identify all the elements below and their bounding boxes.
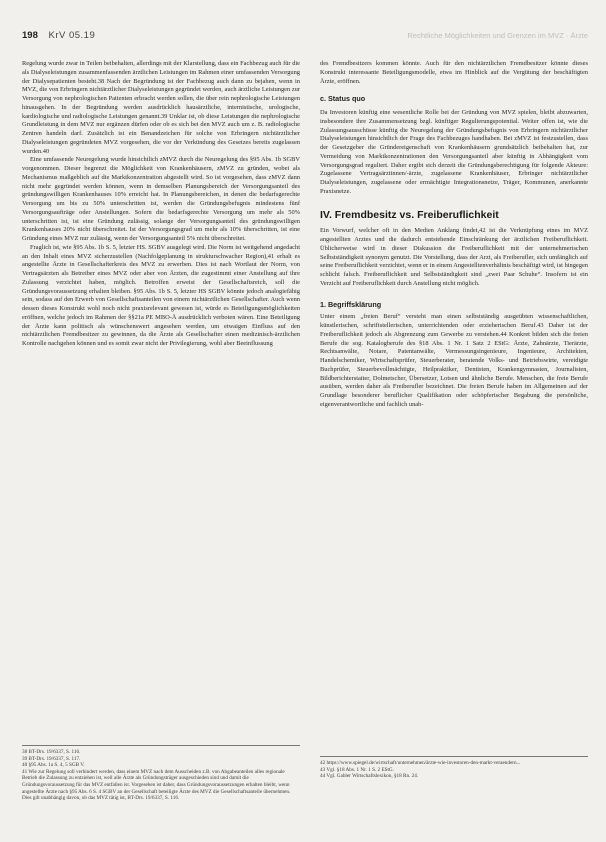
body-paragraph: des Fremdbesitzers kommen könnte. Auch für den nichtärztlichen Fremdbesitzer könnte dieses Konstrukt interessante Beteiligungsmodelle, etwa im Hinblick auf die Vergütung der beschäftigten Ärzte, eröffnen. — [320, 60, 588, 85]
footnote: 40 §95 Abs. 1a S. 4, 5 SGB V. — [22, 762, 85, 769]
page-number: 198 — [22, 30, 38, 41]
section-heading: IV. Fremdbesitz vs. Freiberuflichkeit — [320, 208, 499, 221]
body-paragraph: Regelung wurde zwar in Teilen beibehalten, allerdings mit der Klarstellung, dass ein Fachbezug auch für die als Dialyseleistungen zusammenfassenden ärztlichen Leistungen im Rahmen einer umfassenden Versorgung der Dialysepatienten besteht.38 Nach der Begründung ist der Fachbezug auch dann zu bejahen, wenn in MVZ, die von Erbringern nichtärztlicher Dialyseleistungen gegründet werden, auch ärztliche Leistungen zur Versorgung von nephrologischen Patienten erbracht werden sollen, die über rein nephrologische Leistungen hinausgehen. In der Begründung werden ausdrücklich hausärztliche, internistische, urologische, kardiologische und radiologische Leistungen genannt.39 Unklar ist, ob diese Leistungen die nephrologische Grundleistung in dem MVZ nur ergänzen dürfen oder ob es sich bei den MVZ auch um z. B. radiologische Zentren handeln darf. Zusätzlich ist ein Benandzeichen für solche von Erbringern nichtärztlicher Dialyseleistungen gegründeten MVZ vorgesehen, die vor der Verkündung des Gesetzes bereits zugelassen wurden.40 — [22, 60, 300, 155]
journal-title: KrV 05.19 — [48, 30, 96, 41]
body-paragraph: Fraglich ist, wie §95 Abs. 1b S. 5, letzter HS. SGBV ausgelegt wird. Die Norm ist weitgehend angedacht an den Inhalt eines MVZ sicherzustellen (Nachfolgeplanung in strukturschwacher Region),41 erhalt es angestellte Ärzte in Gesellschafterkreis des MVZ zu erwerben. Dies ist nach Wortlaut der Norm, von Vertragsärzten als Betreiber eines MVZ oder aber von Ärzten, die zugestimmt einer Anstellung auf ihre Zulassung verzichtet haben, möglich. Betroffen erweist der Gesellschaftsreich, soll die Gründungsvoraussetzung erhalten bleiben. §95 Abs. 1b S. 5, letzter HS SGBV könnte jedoch analogiefähig sein, sodass auf den Erwerb von Gesellschaftsanteilen von einem nichtärztlichen Gesellschafter. Auch wenn dessen dieses Konstrukt wohl noch nicht praxisrelevant gewesen ist, würde es Beteiligungsmöglichkeiten eröffnen, welche jedoch im Rahmen der §§21a PE MBO-Ä ausdrücklich verboten wären. Eine Beteiligung der Ärzte kann politisch als wünschenswert angesehen werden, um etwaigen Einfluss auf den nichtärztlichen Fremdbesitzer zu gewinnen, da die Ärzte als Gesellschafter einen medizinisch-ärztlichen Kontrolle nachgehen können und es somit zwar nicht der Privilegierung, wohl aber Beeinflussung — [22, 243, 300, 347]
footnotes-right — [320, 756, 588, 780]
body-paragraph: Unter einem „freien Beruf“ versteht man einen selbstständig ausgeübten wissenschaftlichen, künstlerischen, schriftstellerischen, unterrichtenden oder erzieherischen Beruf.43 Daher ist der Freiberuflichkeit jedoch als Abgrenzung zum Gewerbe zu verstehen.44 Konkret bilden sich die freien Berufe die sog. Katalogberufe des §18 Abs. 1 Nr. 1 Satz 2 EStG: Ärzte, Zahnärzte, Tierärzte, Rechtsanwälte, Notare, Patentanwälte, Vermessungsingenieure, Ingenieure, Architekten, Handelschemiker, Wirtschaftsprüfer, Steuerberater, beratende Volks- und Betriebswirte, vereidigte Buchprüfer, Steuerbevollmächtigte, Heilpraktiker, Dentisten, Krankengymnasten, Journalisten, Bildberichterstatter, Dolmetscher, Übersetzer, Lotsen und ähnliche Berufe. Menschen, die freie Berufe ausüben, werden daher als Freiberufler bezeichnet. Die freien Berufe haben im Allgemeinen auf der Grundlage besonderer beruflicher Qualifikation oder schöpferischer Begabung die persönliche, eigenverantwortliche und fachlich unab- — [320, 313, 588, 408]
footnote: 39 BT-Drs. 19/6337, S. 117. — [22, 755, 81, 762]
footnote: 42 https://www.spiegel.de/wirtschaft/unternehmen/ärzte-wie-investoren-den-markt-veraendern... — [320, 760, 521, 766]
right-column — [320, 60, 588, 410]
subsection-heading: 1. Begriffsklärung — [320, 299, 382, 309]
body-paragraph: Da Investoren künftig eine wesentliche Rolle bei der Gründung von MVZ spielen, bleibt abzuwarten, insbesondere ihre Zusammensetzung bzgl. künftiger Regulierungspotential. Weiter offen ist, wie die Zulassungsausschüsse künftig die Neuregelung der Gründungsbefugnis von Erbringern nichtärztlicher Dialyseleistungen hinsichtlich der Frage des Fachbezuges handhaben. Bei zMVZ ist festzustellen, dass der Gesetzgeber die Gründereigenschaft von Krankenhäusern grundsätzlich beibehalten hat, zur Vermeidung von Marktkonzentrationen den Versorgungsanteil aber künftig in Abhängigkeit vom Versorgungsgrad reguliert. Daher ergibt sich derzeit die Gründungsberechtigung für folgende Akteure: Zugelassene Vertragsärztinnen/-ärzte, zugelassene Krankenhäuser, Erbringer nichtärztlicher Dialyseleistungen, zugelassene oder ermächtigte Integrationsnetze, Träger, Kommunen, anerkannte Praxisnetze. — [320, 109, 588, 195]
footnote: 44 Vgl. Gabler Wirtschaftslexikon, §18 Rn. 24. — [320, 773, 419, 780]
body-paragraph: Eine umfassende Neuregelung wurde hinsichtlich zMVZ durch die Neuregelung des §95 Abs. 1b SGBV vorgenommen. Dieser begrenzt die Möglichkeit von Krankenhäusern, zMVZ zu gründen, wobei als Mechanismus maßgeblich auf die Marktkonzentration abgestellt wird. So ist vorgesehen, dass zMVZ dann nicht mehr gegründet werden können, wenn in demselben Planungsbereich der Versorgungsanteil des gründungswilligen Krankenhauses 10% erreicht hat. In Planungsbereichen, in denen die bedarfsgerechte Versorgung um bis zu 50% unterschritten ist, werden die Gründungsbefugnis mindestens fünf Versorgungsaufträge oder Anstellungen. Sofern die bedarfsgerechte Versorgung um mehr als 50% unterschritten ist, ist eine Gründung zulässig, solange der Versorgungsanteil des gründungswilligen Krankenhauses 20% nicht überschreitet. Ist der Versorgungsgrad um mehr als 10% überschritten, ist eine Gründung eines MVZ nur zulässig, wenn der Versorgungsanteil 5% nicht überschreitet. — [22, 156, 300, 242]
footnote: 38 BT-Drs. 19/6337, S. 116. — [22, 749, 81, 755]
running-title: Rechtliche Möglichkeiten und Grenzen im MVZ · Ärzte — [407, 31, 588, 40]
body-paragraph: Ein Vorwurf, welcher oft in den Medien Anklang findet,42 ist die Verknüpfung eines im MVZ angestellten Arztes und die dadurch entstehende Einschränkung der ärztlichen Freiberuflichkeit. Üblicherweise wird in dieser Diskussion die Freiberuflichkeit mit der unternehmerischen Selbstständigkeit synonym genutzt. Die Vorstellung, dass der Arzt, als Freiberufler, sich umfänglich auf seine Freiberuflichkeit verzichtet, wenn er in einem Angestelltenverhältnis beschäftigt wird, ist hingegen schlicht falsch. Freiberuflichkeit und Selbstständigkeit sind „zwei Paar Schuhe“. Insofern ist ein Verzicht auf Freiberuflichkeit durch Anstellung nicht möglich. — [320, 227, 588, 287]
subsection-heading: c. Status quo — [320, 94, 366, 104]
footnote: 43 Vgl. §18 Abs. 1 Nr. 1 S. 2 EStG. — [320, 766, 394, 773]
footnotes-left — [22, 745, 300, 802]
page-header — [22, 30, 588, 44]
left-column — [22, 60, 300, 349]
footnote: 41 Wie zur Regelung soll verhindert werden, dass einem MVZ nach dem Ausscheiden z.B. von Abgabeanteilen alles regionale Betrieb die Zulassung zu entziehen ist, weil alle Ärzte als Gründungsträger ausgeschieden sind und damit die Gründungsvoraussetzung für das MVZ entfallen ist. Vorgesehen ist daher, dass Gründungsvoraussetzungen erhalten bleibt, wenn angestellte Ärzte nach §95 Abs. 6 S. 4 SGBV an der Gesellschaft beteiligte Ärzte des MVZ die Gesellschaftsanteile übernehmen. Dies gilt unabhängig davon, ob das MVZ tätig ist, BT-Drs. 19/6337, S. 116. — [22, 768, 291, 802]
